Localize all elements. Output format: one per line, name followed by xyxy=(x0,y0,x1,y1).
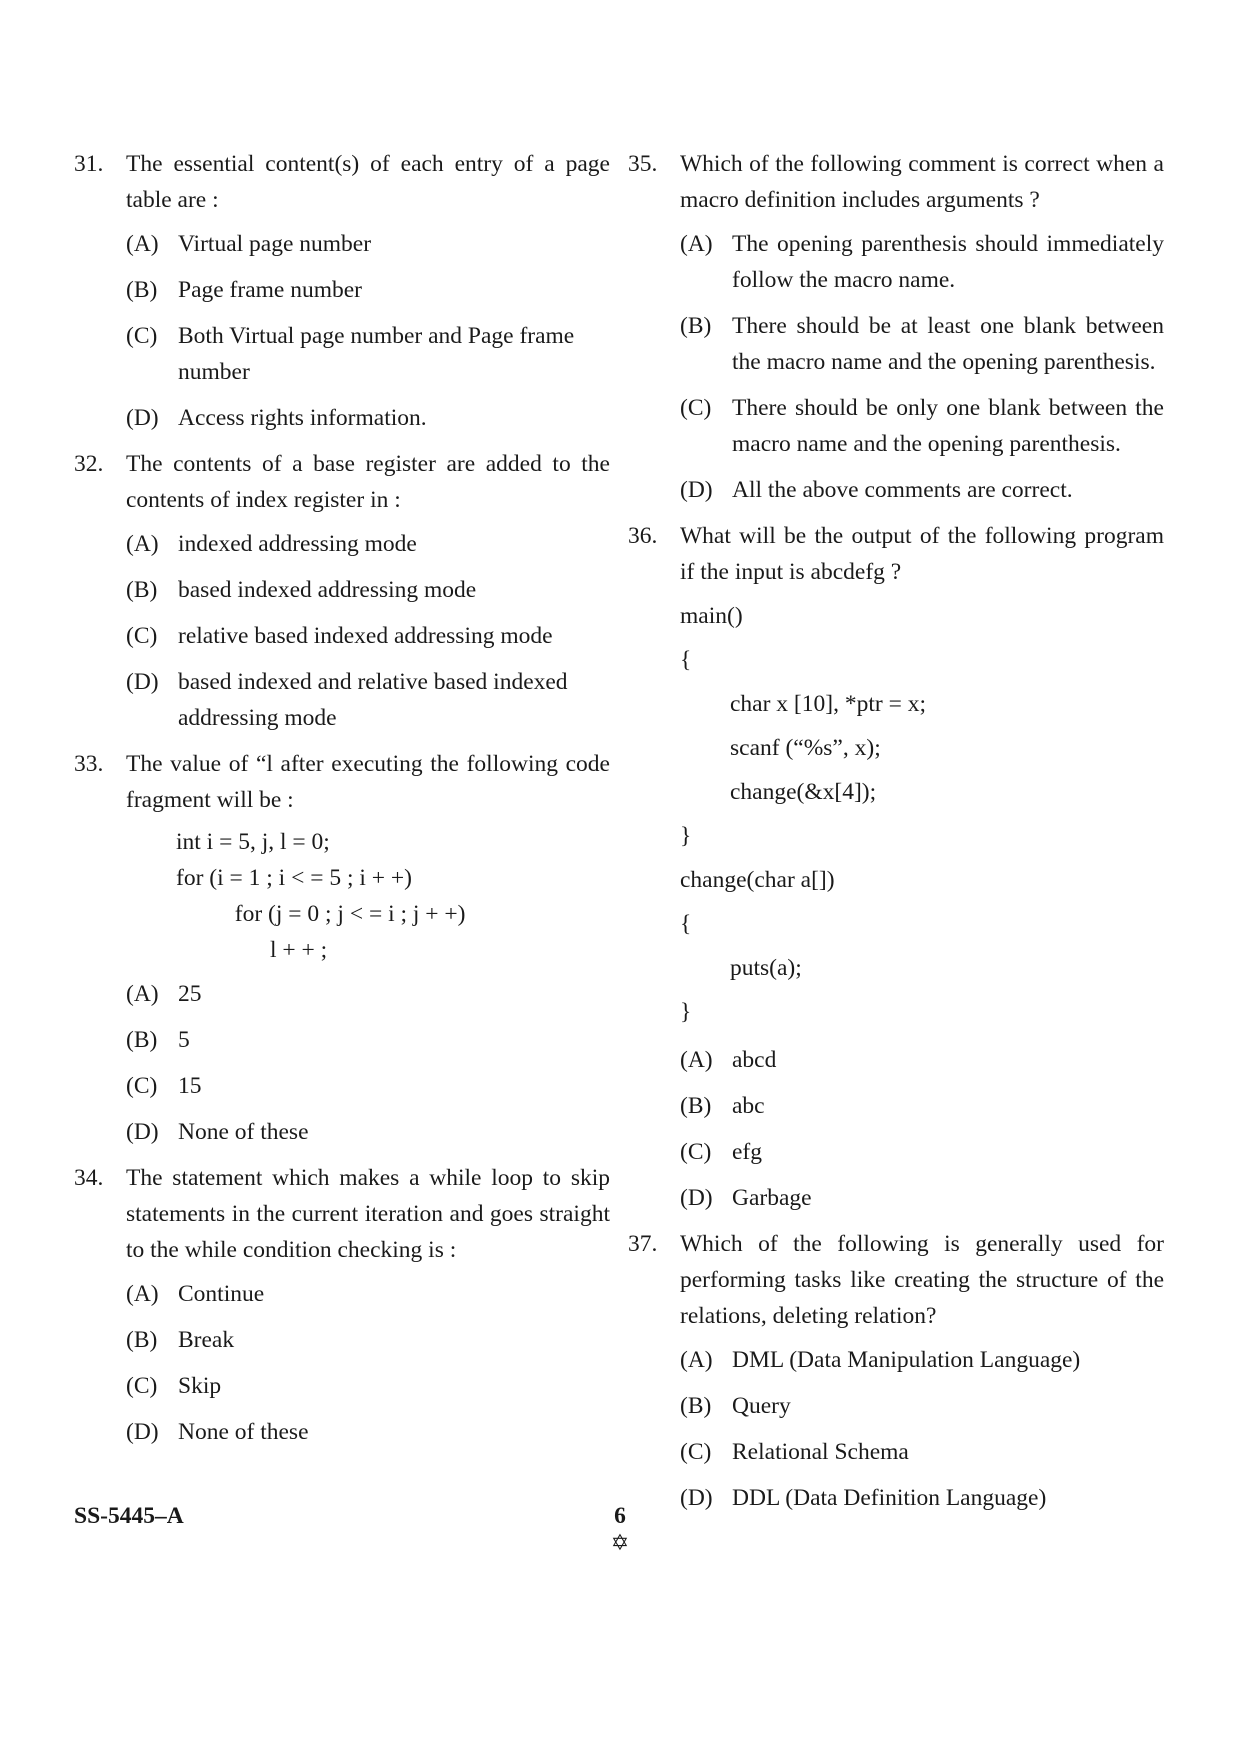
question-number: 32. xyxy=(74,451,104,477)
option-text: Both Virtual page number and Page frame number xyxy=(178,323,575,385)
option-label: (B) xyxy=(680,1093,712,1119)
program-code xyxy=(680,594,1164,1034)
option-c xyxy=(126,318,610,390)
option-text: Garbage xyxy=(732,1185,812,1211)
option-b xyxy=(126,1322,610,1358)
option-text: All the above comments are correct. xyxy=(732,477,1073,503)
option-d xyxy=(126,400,610,436)
option-label: (A) xyxy=(126,531,159,557)
option-c xyxy=(680,390,1164,462)
option-text: 5 xyxy=(178,1027,190,1053)
option-text: Skip xyxy=(178,1373,222,1399)
option-label: (D) xyxy=(680,1185,713,1211)
page-number: 6 xyxy=(614,1503,626,1529)
option-a xyxy=(680,1042,1164,1078)
option-label: (D) xyxy=(126,669,159,695)
question-text: The statement which makes a while loop to skip statements in the current iteration and goes straight to the while condition checking is : xyxy=(126,1165,610,1263)
option-label: (A) xyxy=(126,1281,159,1307)
option-c xyxy=(126,1368,610,1404)
option-d xyxy=(126,664,610,736)
paper-code: SS-5445–A xyxy=(74,1503,184,1529)
option-c xyxy=(680,1434,1164,1470)
option-text: Break xyxy=(178,1327,235,1353)
option-d xyxy=(126,1114,610,1150)
option-text: efg xyxy=(732,1139,763,1165)
option-d xyxy=(680,472,1164,508)
option-label: (B) xyxy=(126,1327,158,1353)
option-b xyxy=(680,1088,1164,1124)
star-of-david-icon: ✡ xyxy=(610,1530,630,1555)
question-number: 37. xyxy=(628,1231,658,1257)
right-column xyxy=(628,146,1164,1526)
option-text: The opening parenthesis should immediately follow the macro name. xyxy=(732,231,1164,293)
option-text: abcd xyxy=(732,1047,777,1073)
code-line: { xyxy=(680,647,692,673)
option-text: DDL (Data Definition Language) xyxy=(732,1485,1047,1511)
question-36 xyxy=(628,518,1164,1216)
question-32 xyxy=(74,446,610,736)
code-line: scanf (“%s”, x); xyxy=(730,735,881,761)
option-a xyxy=(680,1342,1164,1378)
question-text: The contents of a base register are added to the contents of index register in : xyxy=(126,451,610,513)
option-text: 25 xyxy=(178,981,202,1007)
option-text: DML (Data Manipulation Language) xyxy=(732,1347,1081,1373)
option-text: There should be only one blank between the macro name and the opening parenthesis. xyxy=(732,395,1164,457)
question-number: 33. xyxy=(74,751,104,777)
question-37 xyxy=(628,1226,1164,1516)
option-label: (B) xyxy=(680,1393,712,1419)
option-label: (B) xyxy=(126,577,158,603)
option-label: (C) xyxy=(680,395,712,421)
option-text: abc xyxy=(732,1093,765,1119)
option-label: (C) xyxy=(126,623,158,649)
code-line: char x [10], *ptr = x; xyxy=(730,691,926,717)
option-label: (C) xyxy=(126,323,158,349)
option-b xyxy=(126,272,610,308)
option-a xyxy=(680,226,1164,298)
option-b xyxy=(126,1022,610,1058)
option-text: based indexed and relative based indexed addressing mode xyxy=(178,669,568,731)
option-label: (B) xyxy=(680,313,712,339)
option-a xyxy=(126,526,610,562)
question-number: 36. xyxy=(628,523,658,549)
question-31 xyxy=(74,146,610,436)
option-label: (D) xyxy=(126,405,159,431)
option-a xyxy=(126,1276,610,1312)
option-text: 15 xyxy=(178,1073,202,1099)
question-text: Which of the following comment is correct when a macro definition includes arguments ? xyxy=(680,151,1164,213)
code-line: main() xyxy=(680,603,743,629)
question-text: What will be the output of the following program if the input is abcdefg ? xyxy=(680,523,1164,585)
option-c xyxy=(126,618,610,654)
option-c xyxy=(126,1068,610,1104)
option-label: (A) xyxy=(680,1047,713,1073)
option-c xyxy=(680,1134,1164,1170)
option-text: There should be at least one blank between the macro name and the opening parenthesis. xyxy=(732,313,1164,375)
option-b xyxy=(680,308,1164,380)
option-d xyxy=(126,1414,610,1450)
option-a xyxy=(126,226,610,262)
option-label: (D) xyxy=(126,1119,159,1145)
option-label: (A) xyxy=(680,1347,713,1373)
option-d xyxy=(680,1480,1164,1516)
question-text: The essential content(s) of each entry of a page table are : xyxy=(126,151,610,213)
option-label: (C) xyxy=(126,1073,158,1099)
option-text: Page frame number xyxy=(178,277,363,303)
code-line: } xyxy=(680,999,692,1025)
question-34 xyxy=(74,1160,610,1450)
code-line: l + + ; xyxy=(176,937,328,963)
option-label: (A) xyxy=(126,231,159,257)
option-b xyxy=(680,1388,1164,1424)
question-35 xyxy=(628,146,1164,508)
option-text: indexed addressing mode xyxy=(178,531,417,557)
option-label: (C) xyxy=(680,1139,712,1165)
option-label: (B) xyxy=(126,1027,158,1053)
option-text: Virtual page number xyxy=(178,231,372,257)
option-label: (D) xyxy=(680,1485,713,1511)
question-text: Which of the following is generally used for performing tasks like creating the structure of the relations, deleting relation? xyxy=(680,1231,1164,1329)
question-number: 34. xyxy=(74,1165,104,1191)
option-text: None of these xyxy=(178,1419,309,1445)
option-text: based indexed addressing mode xyxy=(178,577,477,603)
code-line: int i = 5, j, l = 0; xyxy=(176,829,330,855)
option-text: Relational Schema xyxy=(732,1439,909,1465)
option-label: (C) xyxy=(126,1373,158,1399)
question-33 xyxy=(74,746,610,1150)
code-line: change(char a[]) xyxy=(680,867,835,893)
code-line: for (j = 0 ; j < = i ; j + +) xyxy=(176,901,466,927)
question-text: The value of “l after executing the following code fragment will be : xyxy=(126,751,610,813)
code-fragment xyxy=(176,824,610,968)
option-b xyxy=(126,572,610,608)
option-label: (A) xyxy=(680,231,713,257)
option-label: (B) xyxy=(126,277,158,303)
option-text: None of these xyxy=(178,1119,309,1145)
question-number: 31. xyxy=(74,151,104,177)
question-number: 35. xyxy=(628,151,658,177)
code-line: change(&x[4]); xyxy=(730,779,877,805)
code-line: { xyxy=(680,911,692,937)
option-label: (A) xyxy=(126,981,159,1007)
option-label: (C) xyxy=(680,1439,712,1465)
option-text: Query xyxy=(732,1393,791,1419)
option-d xyxy=(680,1180,1164,1216)
code-line: } xyxy=(680,823,692,849)
code-line: puts(a); xyxy=(730,955,802,981)
option-label: (D) xyxy=(126,1419,159,1445)
option-a xyxy=(126,976,610,1012)
code-line: for (i = 1 ; i < = 5 ; i + +) xyxy=(176,865,412,891)
option-text: relative based indexed addressing mode xyxy=(178,623,553,649)
option-label: (D) xyxy=(680,477,713,503)
left-column xyxy=(74,146,610,1460)
option-text: Access rights information. xyxy=(178,405,427,431)
option-text: Continue xyxy=(178,1281,265,1307)
